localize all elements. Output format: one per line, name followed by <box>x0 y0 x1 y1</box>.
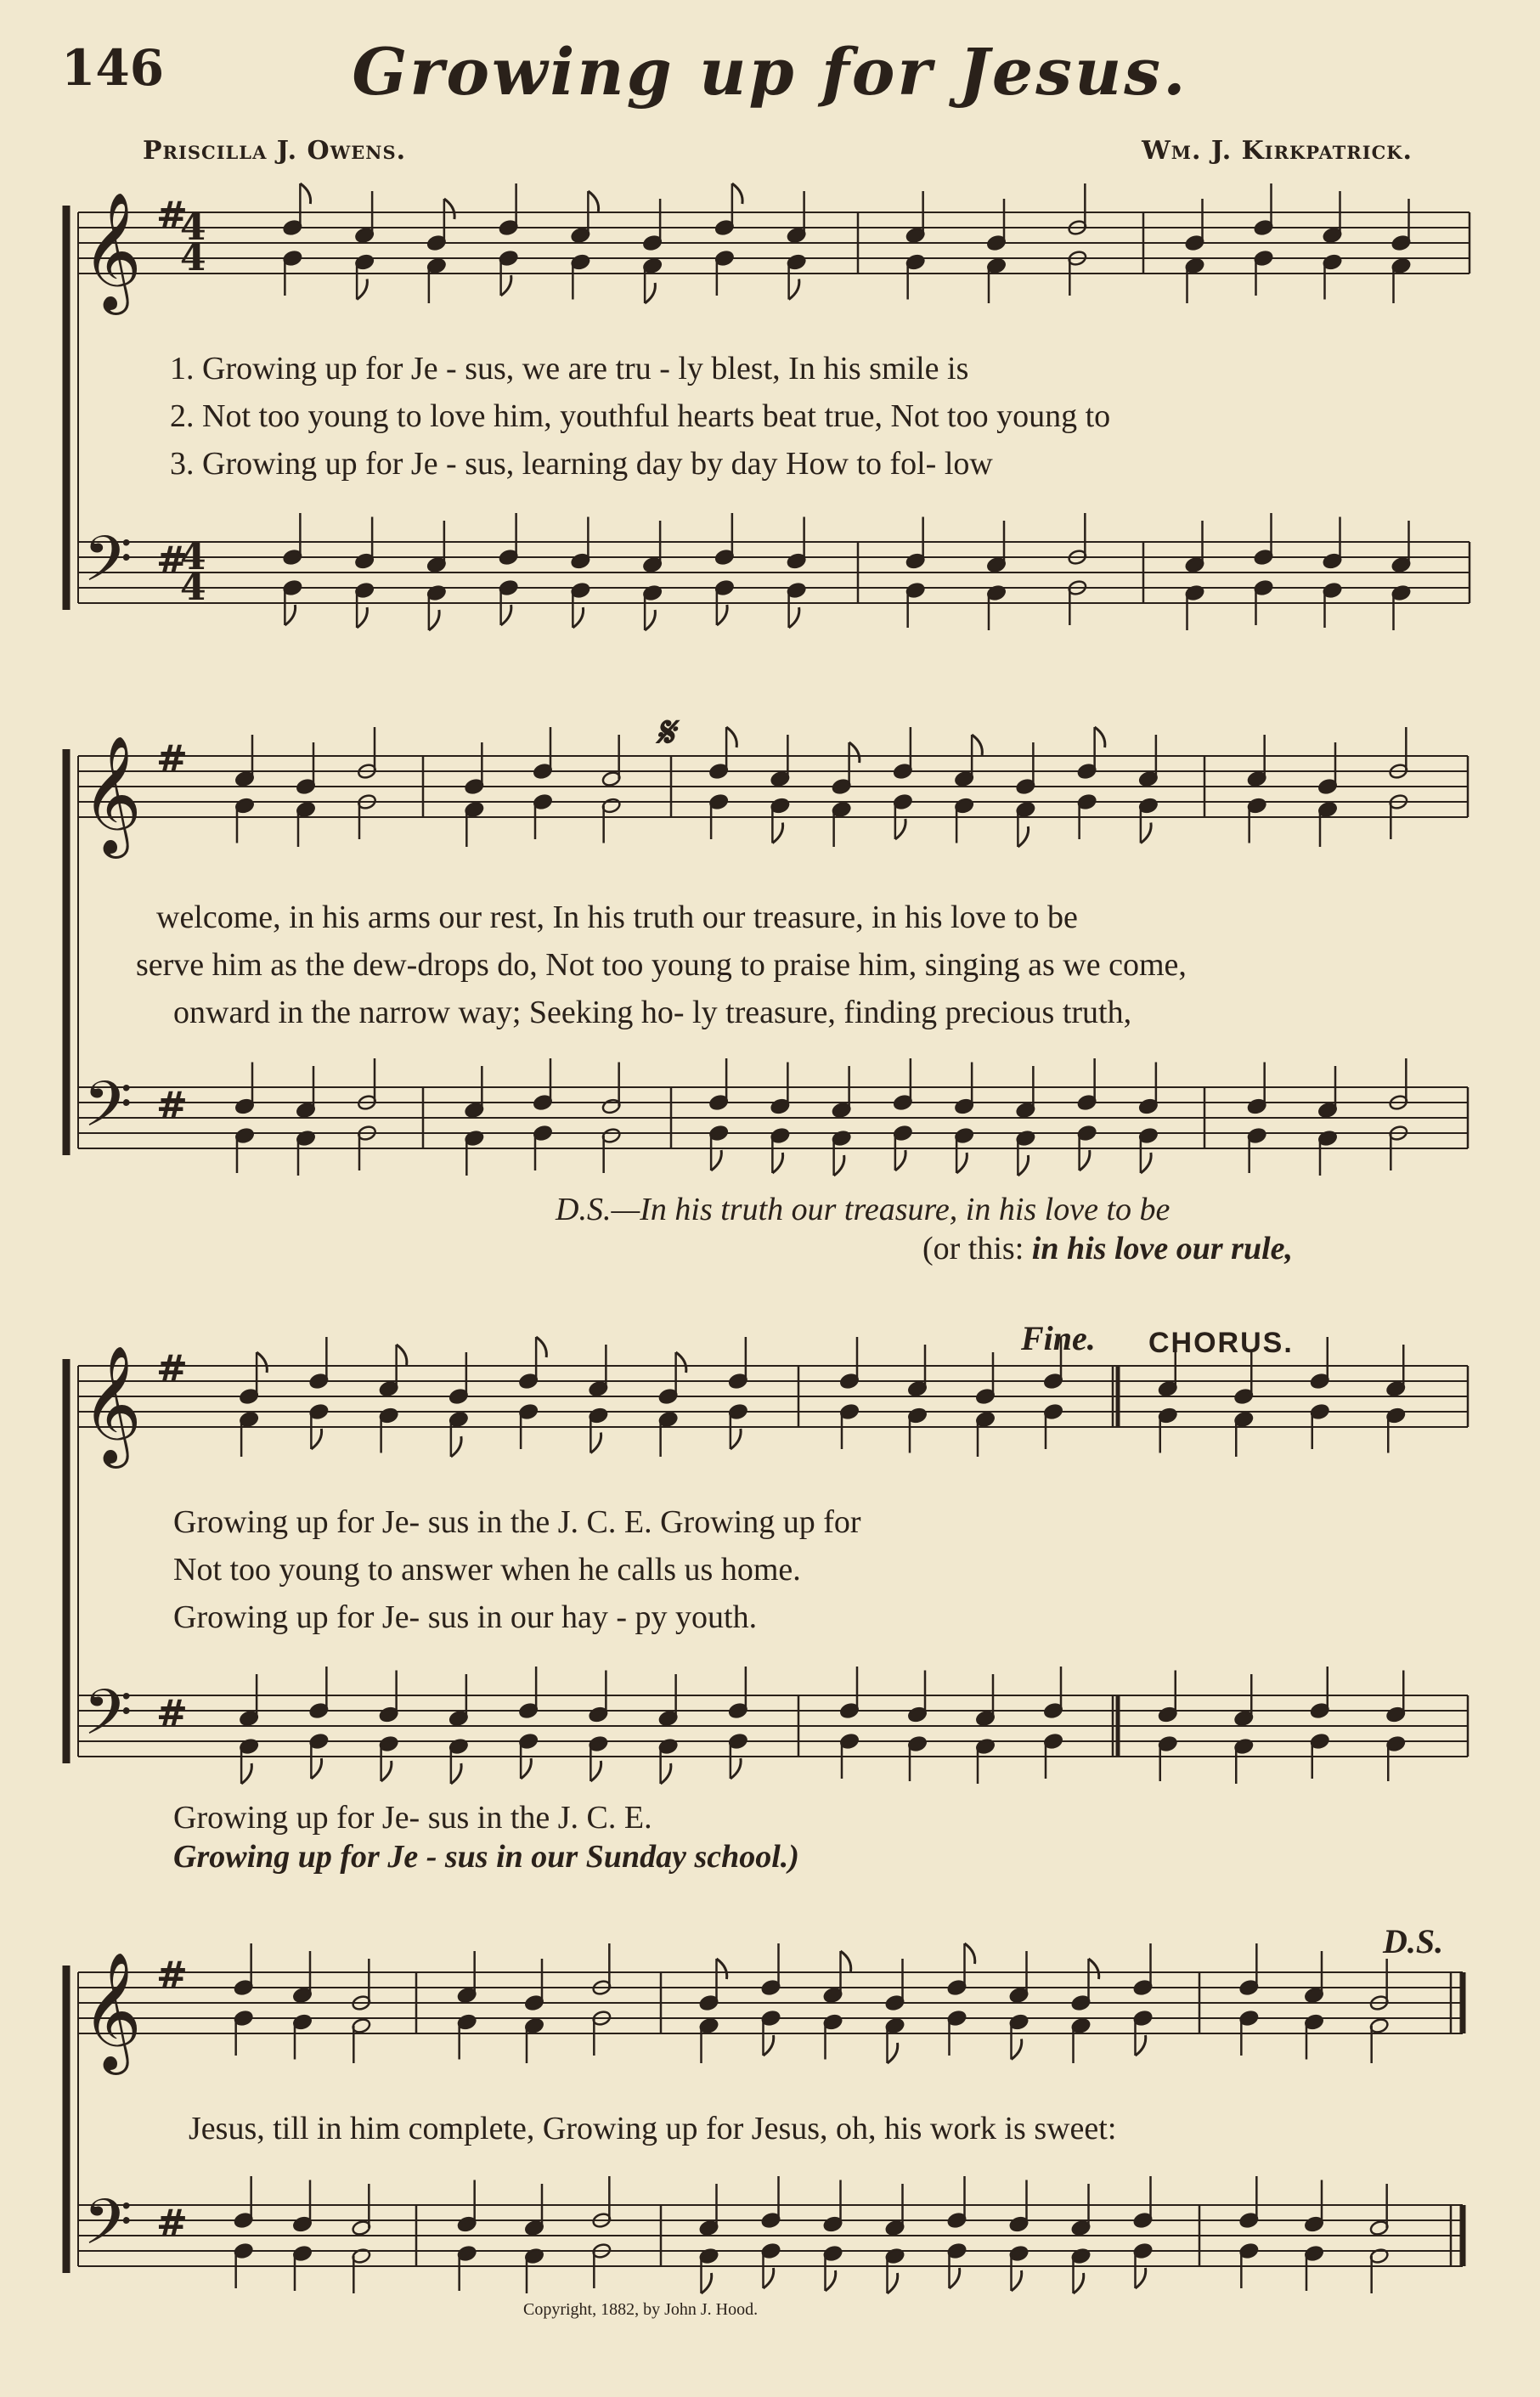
key-signature-sharp: # <box>156 1347 188 1390</box>
note-flag <box>888 2043 898 2063</box>
key-signature-sharp: # <box>156 1692 188 1735</box>
note-flag <box>711 1150 721 1170</box>
note-flag <box>849 742 860 763</box>
note-flag <box>717 605 727 625</box>
key-signature-sharp: # <box>156 1954 188 1997</box>
note-flag <box>950 2268 960 2288</box>
note-flag <box>451 1763 461 1784</box>
ds-lyric-line <box>556 1191 1170 1228</box>
note-flag <box>311 1758 321 1779</box>
note-flag <box>702 2273 712 2293</box>
note-flag <box>676 1352 686 1373</box>
note-flag <box>590 1433 601 1453</box>
note-flag <box>590 1761 601 1781</box>
note-flag <box>588 191 598 212</box>
time-signature: 4 <box>180 535 206 578</box>
bass-lyric-line: Growing up for Je- sus in the J. C. E. <box>173 1800 652 1836</box>
note-flag <box>764 2268 774 2288</box>
chorus-label: CHORUS. <box>1148 1327 1294 1359</box>
note-flag <box>895 819 905 839</box>
note-flag <box>1012 2270 1022 2291</box>
lyric-line: Jesus, till in him complete, Growing up for Jesus, oh, his work is sweet: <box>189 2111 1117 2146</box>
note-flag <box>834 1155 844 1176</box>
note-flag <box>521 1758 531 1779</box>
note-flag <box>956 1153 967 1173</box>
note-flag <box>536 1337 546 1357</box>
alt-lyric-line <box>922 1230 1293 1267</box>
note-flag <box>841 1951 851 1971</box>
note-flag <box>573 607 583 628</box>
ds-mark: D.S. <box>1383 1922 1444 1960</box>
lyric-line: 2. Not too young to love him, youthful hearts beat true, Not too young to <box>170 398 1111 434</box>
note-flag <box>357 607 367 628</box>
key-signature-sharp: # <box>156 1084 188 1127</box>
lyric-line: onward in the narrow way; Seeking ho- ly treasure, finding precious truth, <box>173 995 1132 1030</box>
lyric-line: Growing up for Je- sus in our hay - py youth. <box>173 1599 758 1635</box>
note-flag <box>764 2035 774 2056</box>
note-flag <box>1018 1155 1028 1176</box>
note-flag <box>645 610 655 630</box>
note-flag <box>895 1150 905 1170</box>
treble-clef: 𝄞 <box>82 736 142 854</box>
note-flag <box>645 283 655 303</box>
note-flag <box>972 735 982 755</box>
bass-clef: 𝄢 <box>83 1068 133 1157</box>
bass-clef: 𝄢 <box>83 522 133 612</box>
note-flag <box>731 1429 741 1449</box>
bass-clef: 𝄢 <box>83 2186 133 2275</box>
treble-clef: 𝄞 <box>82 1952 142 2070</box>
note-flag <box>285 605 295 625</box>
note-flag <box>501 605 511 625</box>
alt-text: in his love our rule, <box>1031 1231 1294 1266</box>
note-flag <box>1141 1153 1151 1173</box>
time-signature: 4 <box>180 236 206 279</box>
key-signature-sharp: # <box>156 737 188 781</box>
fine-mark: Fine. <box>1021 1319 1096 1357</box>
segno-sign: 𝄋 <box>656 707 674 757</box>
note-flag <box>1136 2268 1146 2288</box>
note-flag <box>397 1345 407 1365</box>
lyric-line: welcome, in his arms our rest, In his truth our treasure, in his love to be <box>156 900 1078 935</box>
note-flag <box>311 1429 321 1449</box>
note-flag <box>1080 1150 1090 1170</box>
note-flag <box>726 727 736 747</box>
note-flag <box>772 823 782 843</box>
key-signature-sharp: # <box>156 539 188 582</box>
treble-clef: 𝄞 <box>82 192 142 310</box>
note-flag <box>429 610 439 630</box>
alt-prefix: (or this: <box>922 1231 1032 1266</box>
note-flag <box>826 2270 836 2291</box>
bass-lyric-alt-line: Growing up for Je - sus in our Sunday school.) <box>173 1839 799 1875</box>
note-flag <box>717 1959 727 1979</box>
note-flag <box>731 1758 741 1779</box>
note-flag <box>257 1352 267 1373</box>
lyric-line: Growing up for Je- sus in the J. C. E. Growing up for <box>173 1504 861 1540</box>
note-flag <box>1141 823 1151 843</box>
note-flag <box>300 183 310 204</box>
note-flag <box>965 1943 975 1964</box>
note-flag <box>772 1153 782 1173</box>
note-flag <box>501 275 511 296</box>
lyric-line: Not too young to answer when he calls us home. <box>173 1552 801 1588</box>
note-flag <box>888 2273 898 2293</box>
ds-label: D.S.—In his truth our treasure, in his love to be <box>556 1192 1171 1227</box>
note-flag <box>1136 2035 1146 2056</box>
key-signature-sharp: # <box>156 194 188 237</box>
note-flag <box>451 1436 461 1457</box>
page-number: 146 <box>61 39 165 97</box>
key-signature-sharp: # <box>156 2202 188 2245</box>
note-flag <box>732 183 742 204</box>
composer-credit: Wm. J. Kirkpatrick. <box>1142 136 1413 166</box>
time-signature: 4 <box>180 206 206 249</box>
note-flag <box>381 1761 392 1781</box>
note-flag <box>1018 826 1028 847</box>
bass-clef: 𝄢 <box>83 1676 133 1765</box>
note-flag <box>357 279 367 300</box>
copyright-notice: Copyright, 1882, by John J. Hood. <box>523 2300 759 2319</box>
note-flag <box>444 199 454 219</box>
hymn-title: Growing up for Jesus. <box>352 34 1188 110</box>
note-flag <box>789 279 799 300</box>
note-flag <box>1095 727 1105 747</box>
note-flag <box>661 1763 671 1784</box>
treble-clef: 𝄞 <box>82 1345 142 1464</box>
lyric-line: 1. Growing up for Je - sus, we are tru - ly blest, In his smile is <box>170 351 969 386</box>
lyric-line: serve him as the dew-drops do, Not too young to praise him, singing as we come, <box>136 947 1187 983</box>
time-signature: 4 <box>180 566 206 609</box>
note-flag <box>1089 1959 1099 1979</box>
note-flag <box>789 607 799 628</box>
note-flag <box>1074 2273 1084 2293</box>
note-flag <box>1012 2039 1022 2060</box>
lyric-line: 3. Growing up for Je - sus, learning day by day How to fol- low <box>170 446 993 482</box>
note-flag <box>241 1763 251 1784</box>
lyricist-credit: Priscilla J. Owens. <box>143 136 407 166</box>
